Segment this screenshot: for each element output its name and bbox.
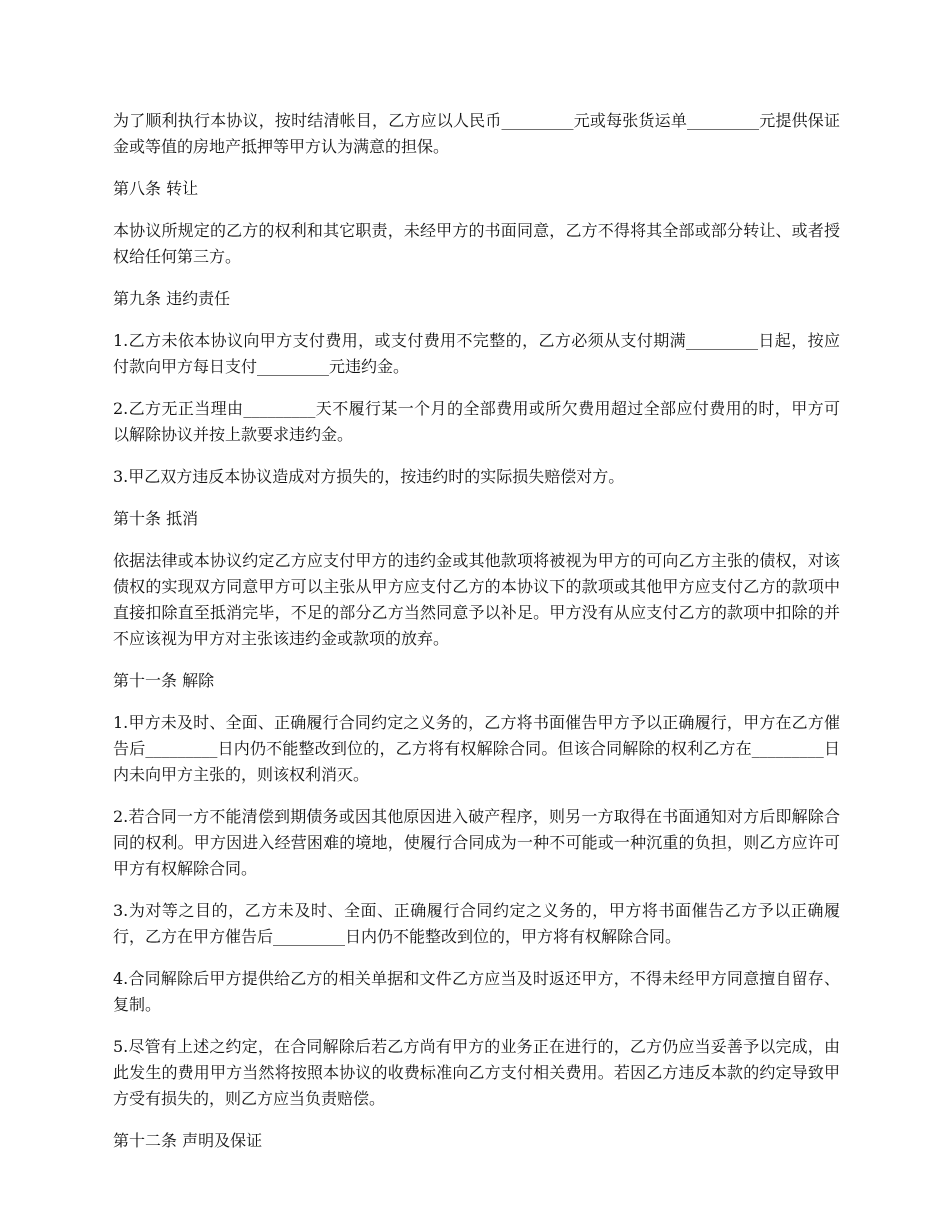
paragraph-liability-3: 3.甲乙双方违反本协议造成对方损失的，按违约时的实际损失赔偿对方。: [113, 467, 625, 486]
heading-article-11-termination: 第十一条 解除: [113, 671, 215, 690]
paragraph-termination-3: 3.为对等之目的，乙方未及时、全面、正确履行合同约定之义务的，甲方将书面催告乙方予以正确履行，乙方在甲方催告后_________日内仍不能整改到位的，甲方将有权解除合同。: [113, 901, 840, 946]
paragraph-offset-terms: 依据法律或本协议约定乙方应支付甲方的违约金或其他款项将被视为甲方的可向乙方主张的债权，对该债权的实现双方同意甲方可以主张从甲方应支付乙方的本协议下的款项或其他甲方应支付乙方的款项中直接扣除直至抵消完毕，不足的部分乙方当然同意予以补足。甲方没有从应支付乙方的款项中扣除的并不应该视为甲方对主张该违约金或款项的放弃。: [113, 551, 840, 648]
heading-article-10-offset: 第十条 抵消: [113, 509, 199, 528]
paragraph-termination-5: 5.尽管有上述之约定，在合同解除后若乙方尚有甲方的业务正在进行的，乙方仍应当妥善予以完成，由此发生的费用甲方当然将按照本协议的收费标准向乙方支付相关费用。若因乙方违反本款的约定导致甲方受有损失的，则乙方应当负责赔偿。: [113, 1037, 840, 1108]
paragraph-termination-4: 4.合同解除后甲方提供给乙方的相关单据和文件乙方应当及时返还甲方，不得未经甲方同意擅自留存、复制。: [113, 969, 840, 1014]
paragraph-liability-2: 2.乙方无正当理由_________天不履行某一个月的全部费用或所欠费用超过全部应付费用的时，甲方可以解除协议并按上款要求违约金。: [113, 399, 840, 444]
heading-article-12-declarations: 第十二条 声明及保证: [113, 1131, 263, 1150]
paragraph-termination-2: 2.若合同一方不能清偿到期债务或因其他原因进入破产程序，则另一方取得在书面通知对方后即解除合同的权利。甲方因进入经营困难的境地，使履行合同成为一种不可能或一种沉重的负担，则乙方应许可甲方有权解除合同。: [113, 807, 840, 878]
heading-article-9-liability: 第九条 违约责任: [113, 289, 231, 308]
paragraph-termination-1: 1.甲方未及时、全面、正确履行合同约定之义务的，乙方将书面催告甲方予以正确履行，甲方在乙方催告后_________日内仍不能整改到位的，乙方将有权解除合同。但该合同解除的权利乙方在_________日内未向甲方主张的，则该权利消灭。: [113, 713, 840, 784]
paragraph-transfer-terms: 本协议所规定的乙方的权利和其它职责，未经甲方的书面同意，乙方不得将其全部或部分转让、或者授权给任何第三方。: [113, 221, 840, 266]
heading-article-8-transfer: 第八条 转让: [113, 179, 199, 198]
paragraph-security-deposit: 为了顺利执行本协议，按时结清帐目，乙方应以人民币_________元或每张货运单_________元提供保证金或等值的房地产抵押等甲方认为满意的担保。: [113, 111, 840, 156]
paragraph-liability-1: 1.乙方未依本协议向甲方支付费用，或支付费用不完整的，乙方必须从支付期满_________日起，按应付款向甲方每日支付_________元违约金。: [113, 331, 840, 376]
document-page: [113, 108, 840, 1170]
